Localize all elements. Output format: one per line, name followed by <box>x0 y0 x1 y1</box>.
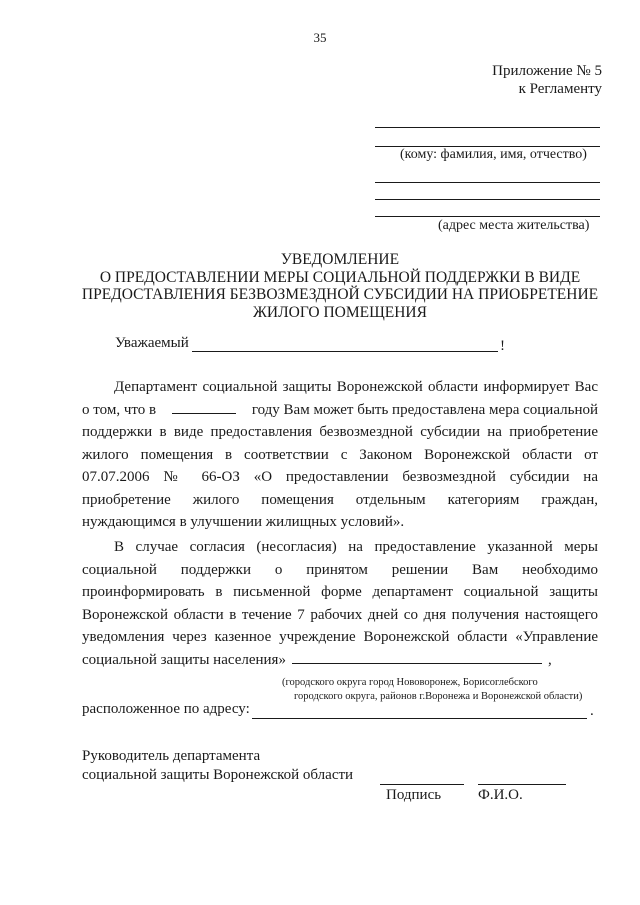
addressee-address-caption: (адрес места жительства) <box>438 218 590 233</box>
p1-line-2-end: году Вам может быть предоставлена мера социальной <box>251 401 598 418</box>
p1-line-2-start: о том, что в <box>82 401 157 418</box>
addressee-name-line-1 <box>375 127 600 128</box>
appendix-line-2: к Регламенту <box>518 81 602 97</box>
p1-line-7: нуждающимся в улучшении жилищных условий». <box>82 514 405 530</box>
signatory-line-2: социальной защиты Воронежской области <box>82 767 354 783</box>
addressee-name-caption: (кому: фамилия, имя, отчество) <box>400 147 587 162</box>
greeting-name-blank <box>192 351 498 352</box>
p1-line-5: 07.07.2006 № 66-ОЗ «О предоставлении безвозмездной субсидии на <box>82 469 598 485</box>
address-label: расположенное по адресу: <box>82 701 250 717</box>
greeting-label: Уважаемый <box>115 335 189 351</box>
p1-line-3: поддержки в виде предоставления безвозмездной субсидии на приобретение <box>82 424 598 440</box>
address-end: . <box>590 703 594 719</box>
p1-line-6: приобретение жилого помещения отдельным категориям граждан, <box>82 491 598 508</box>
p2-line-2: социальной поддержки о принятом решении Вам необходимо <box>82 561 598 578</box>
title-line-1: УВЕДОМЛЕНИЕ <box>280 251 400 268</box>
agency-note-line-2: городского округа, районов г.Воронежа и Воронежской области) <box>294 691 583 702</box>
p1-line-1: Департамент социальной защиты Воронежской области информирует Вас <box>114 379 598 395</box>
appendix-header <box>492 62 602 98</box>
p1-line-4: жилого помещения в соответствии с Законом Воронежской области от <box>82 446 598 463</box>
p2-line-6 <box>82 649 598 672</box>
p2-line-6-end: , <box>547 651 552 668</box>
signatory-line-1: Руководитель департамента <box>82 748 261 764</box>
p2-line-5: уведомления через казенное учреждение Воронежской области «Управление <box>82 629 598 645</box>
name-caption: Ф.И.О. <box>478 787 523 803</box>
year-blank <box>172 399 236 414</box>
agency-blank <box>292 649 542 664</box>
addressee-address-line-1 <box>375 182 600 183</box>
title-line-4: ЖИЛОГО ПОМЕЩЕНИЯ <box>253 303 427 321</box>
agency-note-line-1: (городского округа город Нововоронеж, Борисоглебского <box>282 677 538 688</box>
addressee-address-line-3 <box>375 216 600 217</box>
address-blank <box>252 718 587 719</box>
p2-line-1: В случае согласия (несогласия) на предоставление указанной меры <box>114 539 598 555</box>
appendix-line-1: Приложение № 5 <box>492 63 602 79</box>
p2-line-6-text: социальной защиты населения» <box>82 651 286 668</box>
p2-line-4: Воронежской области в течение 7 рабочих дней со дня получения настоящего <box>82 606 598 623</box>
signature-blank <box>380 784 464 785</box>
name-blank <box>478 784 566 785</box>
paragraph-2 <box>82 536 598 671</box>
addressee-address-line-2 <box>375 199 600 200</box>
notice-title <box>60 251 620 321</box>
paragraph-1 <box>82 376 598 534</box>
greeting-exclamation: ! <box>500 338 505 354</box>
p1-line-2 <box>82 399 598 422</box>
p2-line-3: проинформировать в письменной форме департамент социальной защиты <box>82 584 598 600</box>
title-line-3: ПРЕДОСТАВЛЕНИЯ БЕЗВОЗМЕЗДНОЙ СУБСИДИИ НА ПРИОБРЕТЕНИЕ <box>81 286 599 303</box>
page-number: 35 <box>313 30 327 45</box>
title-line-2: О ПРЕДОСТАВЛЕНИИ МЕРЫ СОЦИАЛЬНОЙ ПОДДЕРЖКИ В ВИДЕ <box>99 268 581 286</box>
signature-caption: Подпись <box>386 787 442 803</box>
